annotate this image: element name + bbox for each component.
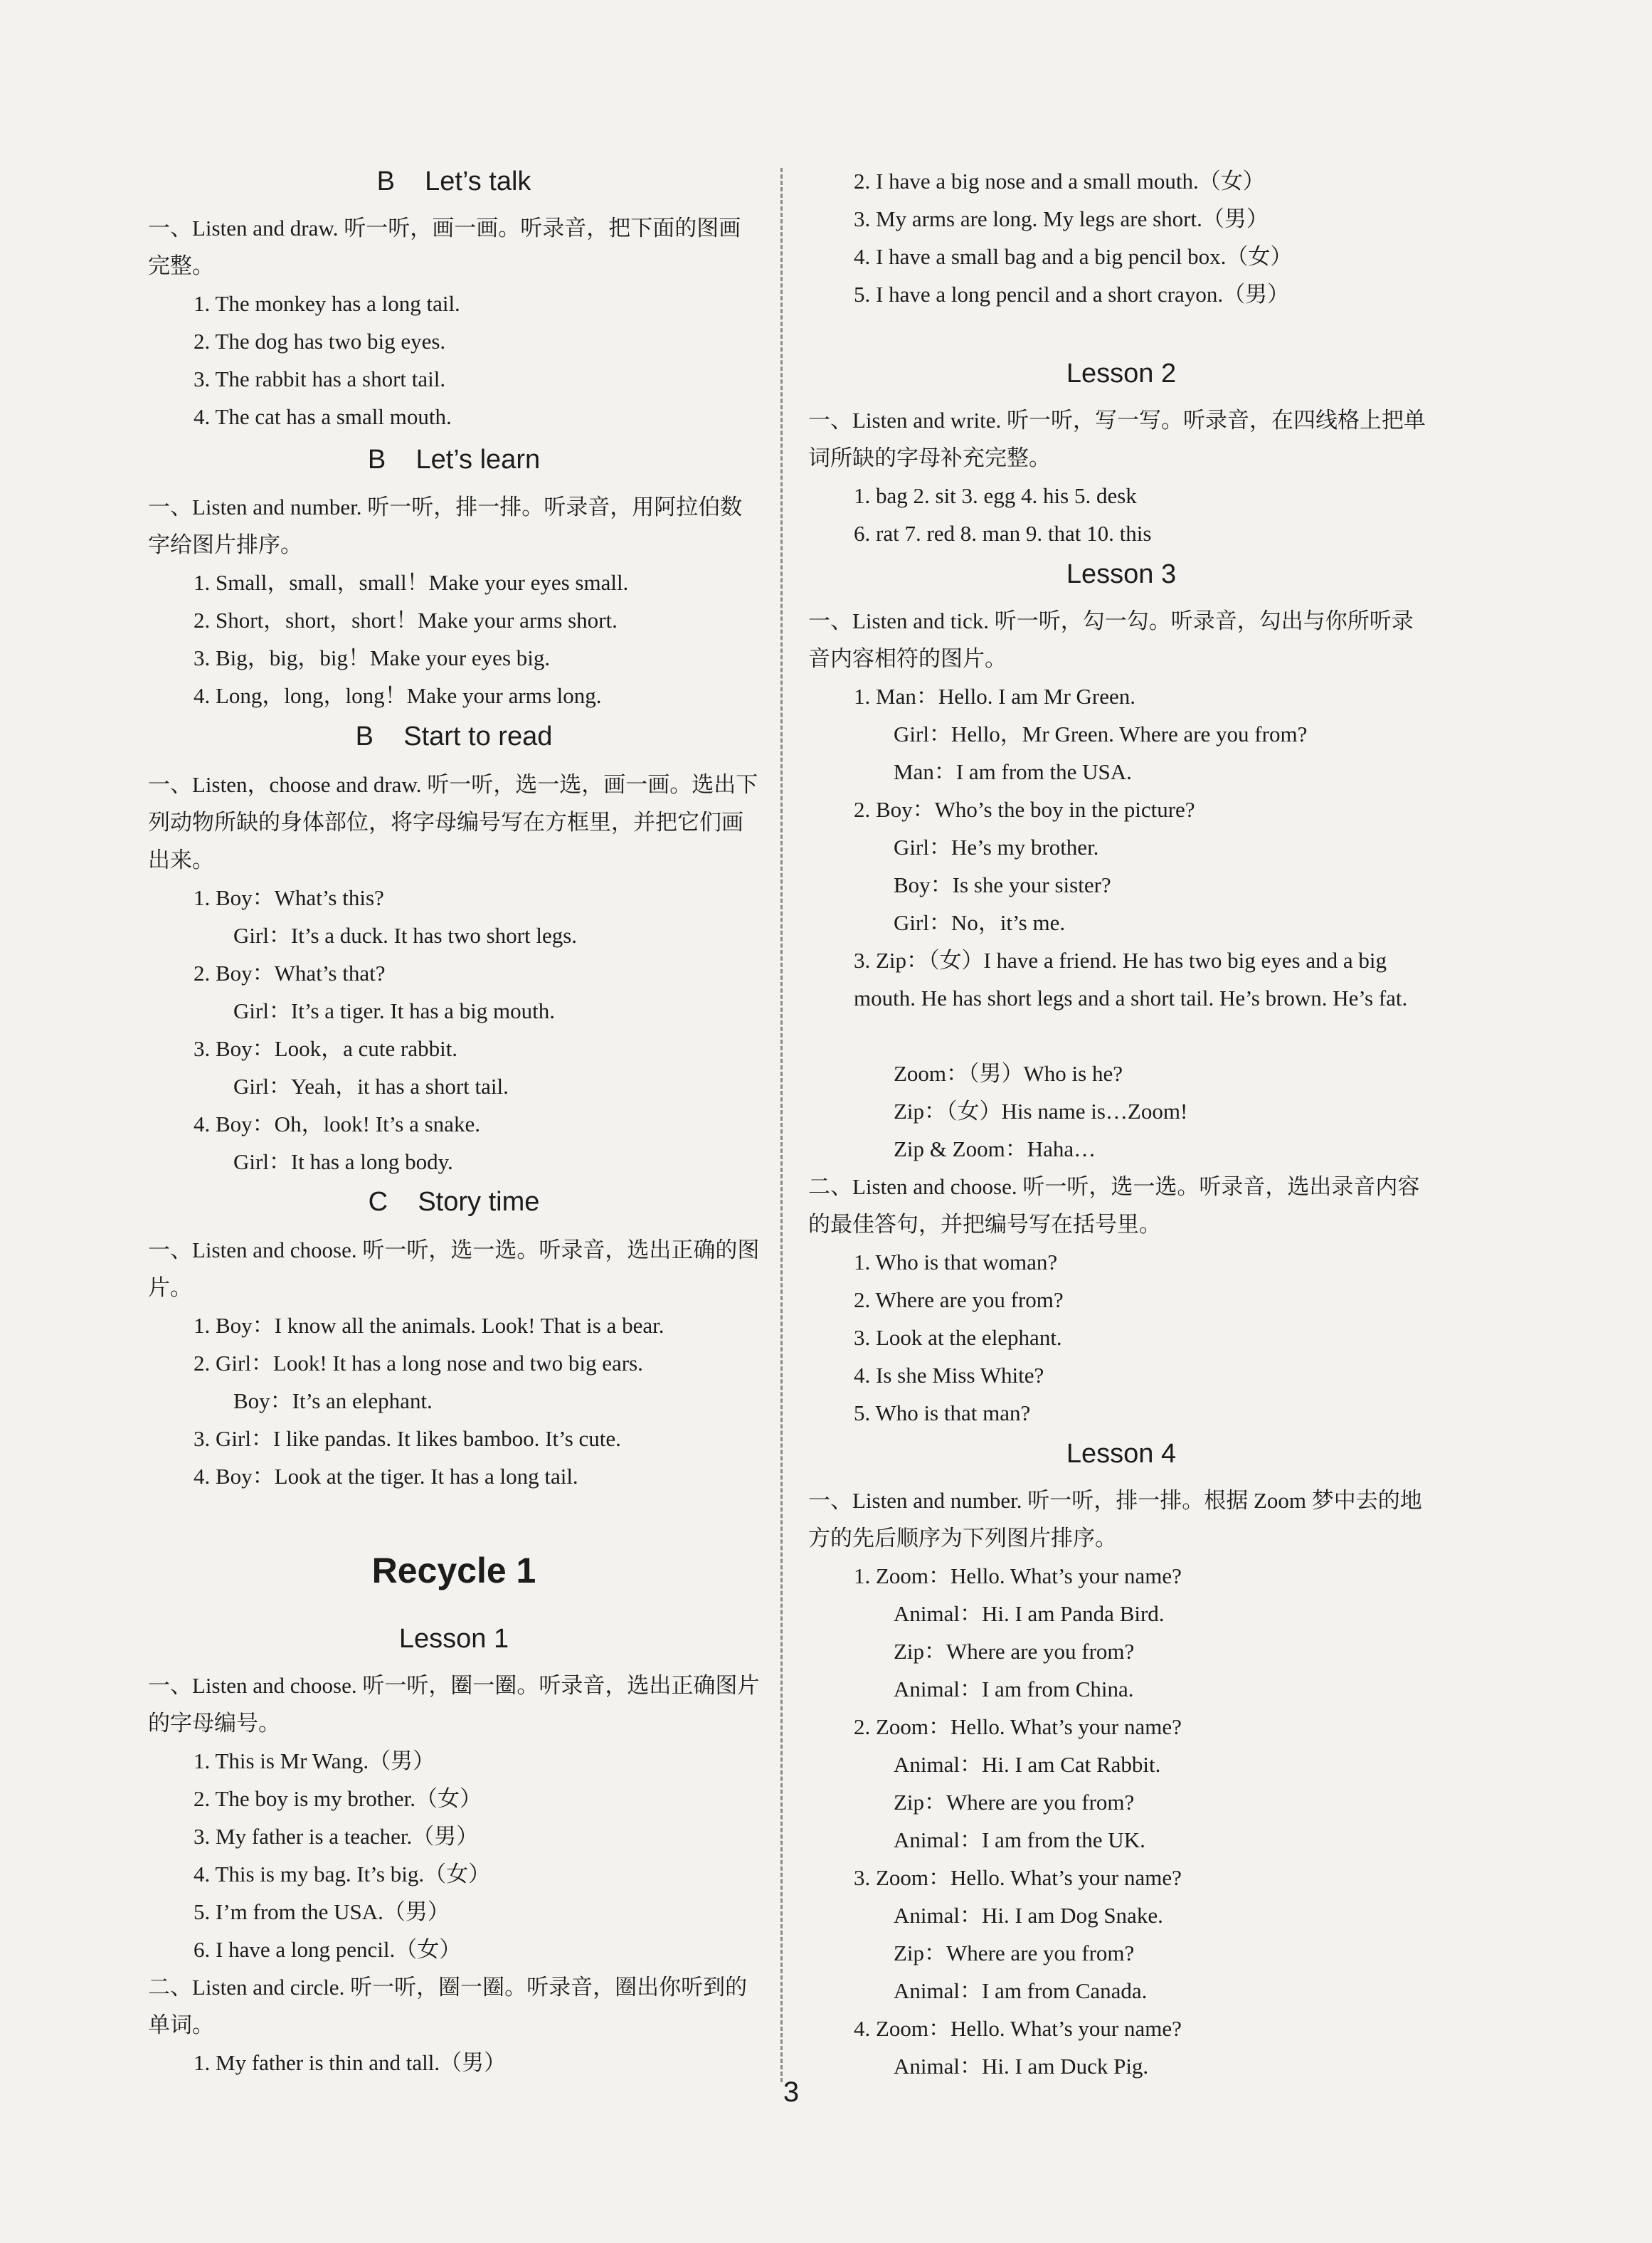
- list-item: 4. I have a small bag and a big pencil box.（女）: [854, 244, 1293, 269]
- dialogue-line: 3. Boy：Look，a cute rabbit.: [194, 1036, 458, 1061]
- instruction: 二、Listen and choose. 听一听，选一选。听录音，选出录音内容的最佳答句，并把编号写在括号里。: [808, 1174, 1420, 1237]
- dialogue-line: 2. Boy：What’s that?: [194, 961, 386, 986]
- dialogue-line: Animal：I am from Canada.: [894, 1978, 1148, 2003]
- list-item: 2. Short，short，short！Make your arms short.: [194, 608, 618, 633]
- dialogue-line: 1. Boy：I know all the animals. Look! That is a bear.: [194, 1313, 664, 1338]
- list-item: 3. My father is a teacher.（男）: [194, 1824, 479, 1849]
- item-list: [148, 285, 760, 436]
- dialogue-line: Zip：（女）His name is…Zoom!: [894, 1099, 1188, 1124]
- dialogue-line: 1. Zoom：Hello. What’s your name?: [854, 1563, 1182, 1588]
- lesson-title: Lesson 3: [1066, 559, 1177, 589]
- dialogue-line: Man：I am from the USA.: [894, 759, 1132, 784]
- dialogue-line: Animal：Hi. I am Dog Snake.: [894, 1903, 1163, 1928]
- dialogue-line: Boy：It’s an elephant.: [233, 1388, 433, 1413]
- instruction: 一、Listen and choose. 听一听，圈一圈。听录音，选出正确图片的字母编号。: [148, 1673, 760, 1736]
- dialogue: [148, 1307, 760, 1495]
- list-item: 2. The dog has two big eyes.: [194, 329, 446, 354]
- dialogue-line: Animal：Hi. I am Panda Bird.: [894, 1601, 1165, 1626]
- list-item: 3. Big，big，big！Make your eyes big.: [194, 645, 551, 670]
- dialogue: [808, 677, 1434, 941]
- dialogue-line: 2. Zoom：Hello. What’s your name?: [854, 1714, 1182, 1739]
- column-divider: [780, 168, 783, 2082]
- dialogue-line: Girl：Hello，Mr Green. Where are you from?: [894, 722, 1308, 746]
- list-item: 4. This is my bag. It’s big.（女）: [194, 1862, 491, 1886]
- list-item: 2. I have a big nose and a small mouth.（女）: [854, 169, 1265, 194]
- item-list: [148, 2044, 760, 2081]
- dialogue-line: 1. Boy：What’s this?: [194, 885, 384, 910]
- dialogue-line: 3. Girl：I like pandas. It likes bamboo. It’s cute.: [194, 1426, 621, 1451]
- page-number: 3: [783, 2076, 800, 2108]
- dialogue-line: Zoom：（男）Who is he?: [894, 1061, 1123, 1086]
- dialogue-line: 4. Boy：Oh，look! It’s a snake.: [194, 1112, 480, 1136]
- lesson-title: Lesson 2: [1066, 359, 1177, 389]
- dialogue-line: Girl：It’s a duck. It has two short legs.: [233, 923, 578, 948]
- dialogue: [808, 1557, 1434, 2085]
- section-title: B Let’s talk: [376, 167, 531, 196]
- instruction: 一、Listen and draw. 听一听，画一画。听录音，把下面的图画完整。: [148, 216, 741, 278]
- instruction: 一、Listen，choose and draw. 听一听，选一选，画一画。选出下列动物所缺的身体部位，将字母编号写在方框里，并把它们画出来。: [148, 772, 758, 872]
- item-list: [808, 1243, 1434, 1432]
- dialogue-line: Zip：Where are you from?: [894, 1941, 1135, 1965]
- item-list: [808, 162, 1434, 313]
- unit-title: Recycle 1: [371, 1551, 536, 1590]
- list-item: 6. I have a long pencil.（女）: [194, 1937, 462, 1962]
- dialogue-line: Girl：He’s my brother.: [894, 835, 1099, 860]
- list-item: 4. The cat has a small mouth.: [194, 404, 452, 429]
- lesson-title: Lesson 4: [1066, 1439, 1177, 1469]
- dialogue-line: Girl：Yeah，it has a short tail.: [233, 1074, 509, 1099]
- word-list: [808, 477, 1434, 552]
- list-item: 3. Look at the elephant.: [854, 1325, 1062, 1350]
- dialogue-line: Zip & Zoom：Haha…: [894, 1136, 1096, 1161]
- list-item: 5. Who is that man?: [854, 1400, 1031, 1425]
- dialogue: [148, 879, 760, 1181]
- instruction: 一、Listen and write. 听一听，写一写。听录音，在四线格上把单词所缺的字母补充完整。: [808, 408, 1426, 470]
- list-item: 4. Long，long，long！Make your arms long.: [194, 683, 602, 708]
- list-item: 1. My father is thin and tall.（男）: [194, 2050, 507, 2075]
- dialogue-line: Girl：It has a long body.: [233, 1149, 453, 1174]
- item-list: [148, 1742, 760, 1968]
- dialogue-line: Girl：No，it’s me.: [894, 910, 1066, 935]
- dialogue: [808, 1055, 1434, 1168]
- word-row: 1. bag 2. sit 3. egg 4. his 5. desk: [854, 483, 1137, 508]
- instruction: 一、Listen and tick. 听一听，勾一勾。听录音，勾出与你所听录音内容相符的图片。: [808, 608, 1414, 671]
- dialogue-line: 4. Zoom：Hello. What’s your name?: [854, 2016, 1182, 2041]
- dialogue-line: 3. Zoom：Hello. What’s your name?: [854, 1865, 1182, 1890]
- dialogue-line: Animal：I am from the UK.: [894, 1827, 1145, 1852]
- dialogue-line: Animal：I am from China.: [894, 1677, 1134, 1701]
- lesson-title: Lesson 1: [398, 1624, 509, 1654]
- list-item: 5. I have a long pencil and a short crayon.（男）: [854, 282, 1290, 307]
- dialogue-line: Animal：Hi. I am Duck Pig.: [894, 2054, 1149, 2079]
- list-item: 2. Where are you from?: [854, 1287, 1064, 1312]
- instruction: 一、Listen and choose. 听一听，选一选。听录音，选出正确的图片。: [148, 1237, 760, 1300]
- instruction: 一、Listen and number. 听一听，排一排。听录音，用阿拉伯数字给图片排序。: [148, 495, 743, 557]
- dialogue-line: Boy：Is she your sister?: [894, 872, 1111, 897]
- dialogue-line: 2. Boy：Who’s the boy in the picture?: [854, 797, 1195, 822]
- section-title: B Let’s learn: [367, 445, 541, 475]
- list-item: 3. My arms are long. My legs are short.（男）: [854, 206, 1269, 231]
- instruction: 一、Listen and number. 听一听，排一排。根据 Zoom 梦中去的地方的先后顺序为下列图片排序。: [808, 1488, 1422, 1551]
- list-item: 1. The monkey has a long tail.: [194, 291, 460, 316]
- dialogue-line: Zip：Where are you from?: [894, 1790, 1135, 1815]
- dialogue-line: 1. Man：Hello. I am Mr Green.: [854, 684, 1136, 709]
- word-row: 6. rat 7. red 8. man 9. that 10. this: [854, 521, 1152, 546]
- list-item: 4. Is she Miss White?: [854, 1363, 1044, 1388]
- list-item: 5. I’m from the USA.（男）: [194, 1899, 450, 1924]
- dialogue-line: Zip：Where are you from?: [894, 1639, 1135, 1664]
- dialogue-line: Girl：It’s a tiger. It has a big mouth.: [233, 998, 556, 1023]
- dialogue-line: 3. Zip：（女）I have a friend. He has two big eyes and a big mouth. He has short legs and a short tail. He’s brown. He’s fat.: [854, 948, 1408, 1010]
- section-title: B Start to read: [355, 722, 553, 751]
- list-item: 2. The boy is my brother.（女）: [194, 1786, 482, 1811]
- dialogue-line: 2. Girl：Look! It has a long nose and two big ears.: [194, 1351, 643, 1376]
- item-list: [148, 564, 760, 714]
- list-item: 1. Small，small，small！Make your eyes small.: [194, 570, 629, 595]
- list-item: 1. This is Mr Wang.（男）: [194, 1748, 435, 1773]
- instruction: 二、Listen and circle. 听一听，圈一圈。听录音，圈出你听到的单词。: [148, 1975, 748, 2037]
- dialogue-line: Animal：Hi. I am Cat Rabbit.: [894, 1752, 1161, 1777]
- list-item: 1. Who is that woman?: [854, 1250, 1058, 1274]
- list-item: 3. The rabbit has a short tail.: [194, 366, 446, 391]
- dialogue-line: 4. Boy：Look at the tiger. It has a long tail.: [194, 1464, 578, 1489]
- section-title: C Story time: [368, 1187, 540, 1217]
